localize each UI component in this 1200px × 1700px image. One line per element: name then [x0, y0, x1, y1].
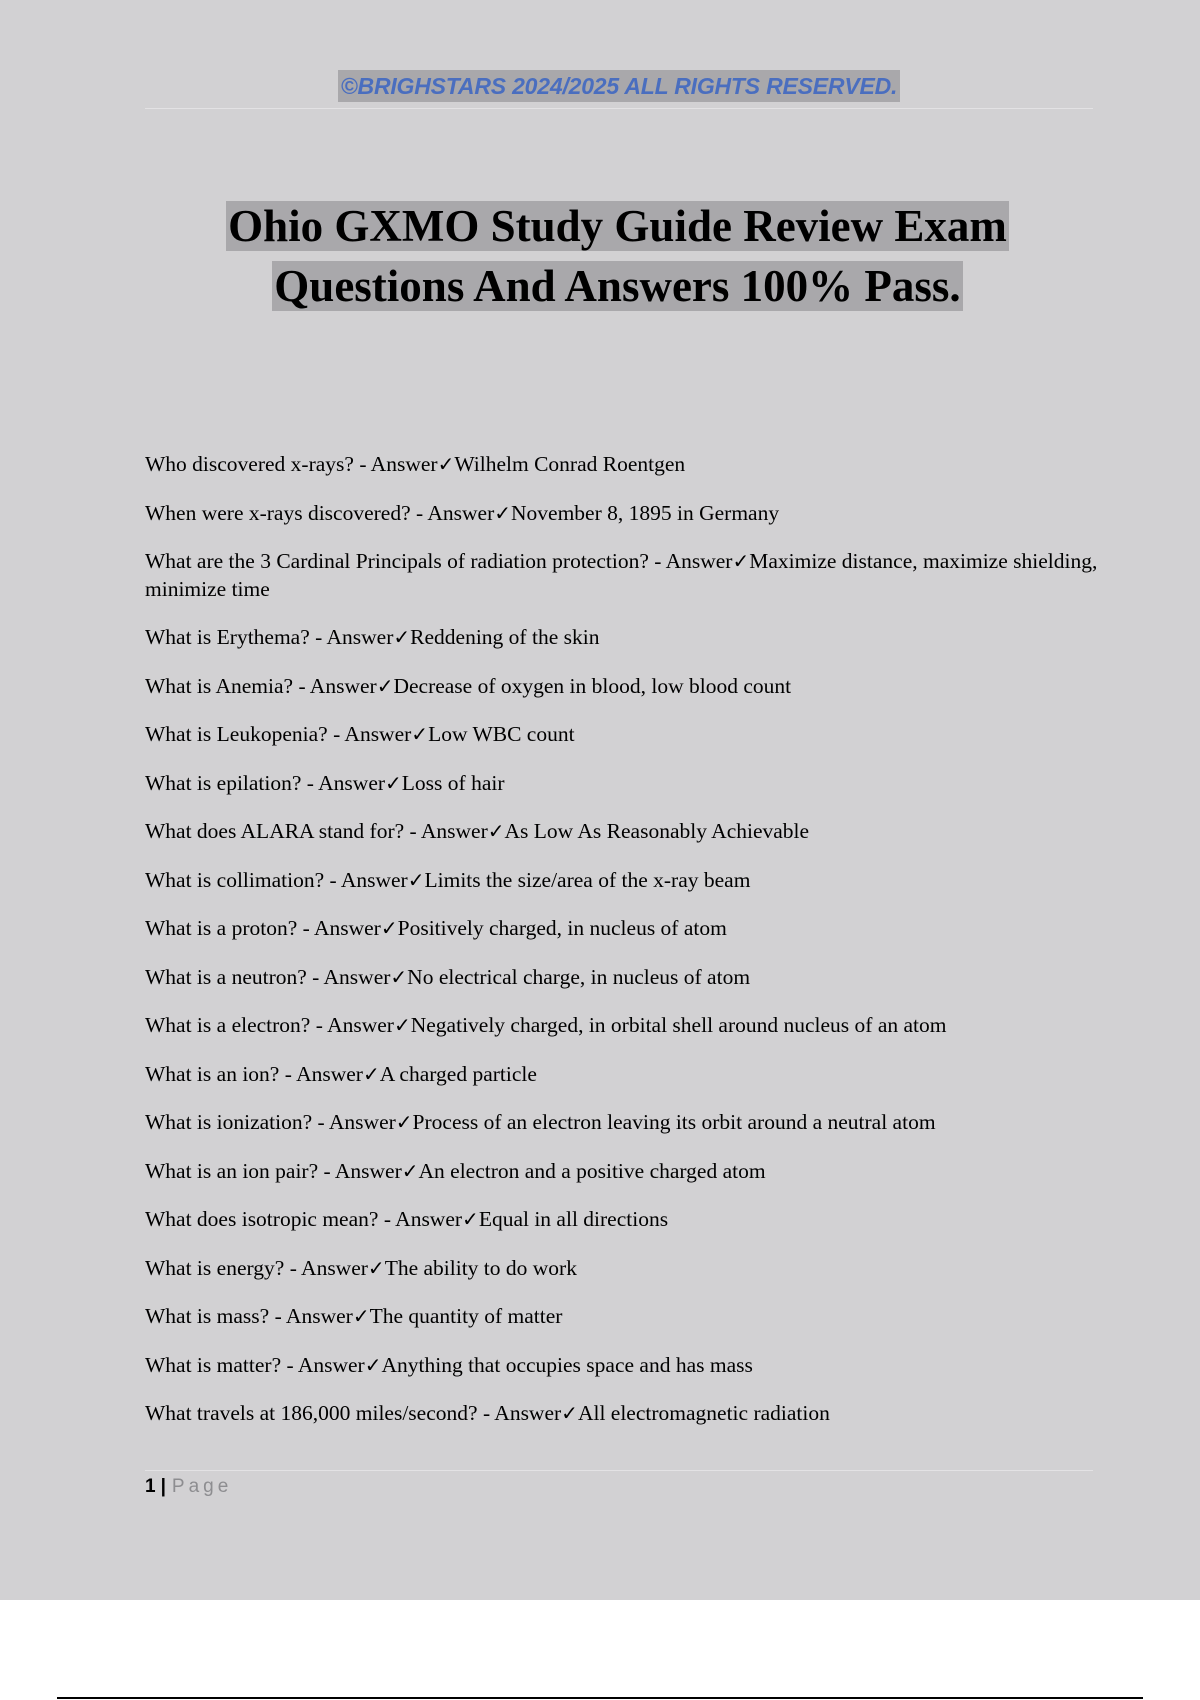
checkmark-icon: ✓	[385, 770, 402, 795]
qa-item	[145, 914, 1105, 942]
answer-text: Process of an electron leaving its orbit around a neutral atom	[412, 1110, 936, 1134]
title-line-1: Ohio GXMO Study Guide Review Exam	[228, 201, 1007, 251]
answer-label: - Answer	[279, 1061, 363, 1086]
answer-text: As Low As Reasonably Achievable	[504, 819, 810, 843]
checkmark-icon: ✓	[376, 673, 394, 698]
checkmark-icon: ✓	[393, 1013, 411, 1037]
qa-item	[145, 1108, 1105, 1136]
checkmark-icon: ✓	[380, 916, 398, 940]
qa-item	[145, 817, 1105, 845]
page-header	[145, 70, 1093, 102]
question-text: What is a proton?	[145, 916, 298, 940]
document-title	[100, 196, 1135, 316]
answer-text: Decrease of oxygen in blood, low blood count	[393, 673, 792, 698]
page-footer	[145, 1473, 232, 1501]
question-text: What is energy?	[145, 1255, 285, 1280]
question-text: What is an ion?	[145, 1061, 280, 1086]
qa-item	[145, 623, 1105, 651]
checkmark-icon: ✓	[367, 1255, 385, 1280]
qa-item	[145, 499, 1105, 527]
footer-separator: |	[160, 1476, 166, 1497]
answer-text: No electrical charge, in nucleus of atom	[407, 964, 751, 989]
question-text: What is ionization?	[145, 1110, 313, 1134]
question-text: What is matter?	[145, 1352, 282, 1377]
question-text: What is collimation?	[145, 867, 325, 892]
question-text: When were x-rays discovered?	[145, 500, 411, 525]
checkmark-icon: ✓	[362, 1061, 380, 1086]
question-text: What does isotropic mean?	[145, 1207, 379, 1231]
checkmark-icon: ✓	[401, 1158, 419, 1183]
answer-label: - Answer	[327, 722, 412, 746]
qa-list	[145, 450, 1105, 1448]
answer-text: An electron and a positive charged atom	[418, 1158, 766, 1183]
checkmark-icon: ✓	[561, 1401, 578, 1425]
checkmark-icon: ✓	[732, 549, 750, 573]
question-text: What are the 3 Cardinal Principals of radiation protection?	[145, 549, 649, 573]
question-text: What is mass?	[145, 1304, 270, 1328]
answer-label: - Answer	[324, 867, 408, 892]
answer-text: Low WBC count	[428, 722, 575, 746]
qa-item	[145, 1060, 1105, 1088]
header-divider	[145, 108, 1093, 109]
answer-text: Maximize distance, maximize shielding, minimize time	[145, 549, 1098, 601]
qa-item	[145, 1351, 1105, 1379]
answer-label: - Answer	[404, 819, 488, 843]
page-number: 1	[145, 1476, 156, 1497]
checkmark-icon: ✓	[352, 1304, 370, 1328]
qa-item	[145, 963, 1105, 991]
question-text: What is Leukopenia?	[145, 722, 328, 746]
qa-item	[145, 866, 1105, 894]
checkmark-icon: ✓	[407, 867, 425, 892]
answer-text: Reddening of the skin	[410, 625, 600, 649]
footer-divider	[145, 1470, 1093, 1471]
answer-label: - Answer	[312, 1110, 396, 1134]
answer-label: - Answer	[293, 673, 377, 698]
answer-text: Positively charged, in nucleus of atom	[397, 916, 727, 940]
answer-label: - Answer	[477, 1401, 562, 1425]
question-text: What travels at 186,000 miles/second?	[145, 1401, 478, 1425]
qa-item	[145, 1254, 1105, 1282]
answer-label: - Answer	[309, 625, 394, 649]
answer-label: - Answer	[353, 452, 438, 476]
qa-item	[145, 1157, 1105, 1185]
qa-item	[145, 1302, 1105, 1330]
answer-label: - Answer	[281, 1352, 365, 1377]
checkmark-icon: ✓	[411, 722, 429, 746]
answer-label: - Answer	[297, 916, 381, 940]
checkmark-icon: ✓	[395, 1110, 413, 1134]
answer-label: - Answer	[284, 1255, 368, 1280]
answer-text: Equal in all directions	[478, 1207, 669, 1231]
qa-item	[145, 1011, 1105, 1039]
title-line-2: Questions And Answers 100% Pass.	[274, 261, 961, 311]
question-text: What is epilation?	[145, 770, 302, 795]
answer-text: The quantity of matter	[369, 1304, 563, 1328]
copyright-notice: ©BRIGHSTARS 2024/2025 ALL RIGHTS RESERVED.	[338, 70, 900, 102]
answer-label: - Answer	[410, 500, 495, 525]
answer-text: Limits the size/area of the x-ray beam	[424, 867, 751, 892]
qa-item	[145, 1205, 1105, 1233]
checkmark-icon: ✓	[390, 964, 408, 989]
bottom-rule	[57, 1697, 1143, 1699]
answer-label: - Answer	[269, 1304, 353, 1328]
checkmark-icon: ✓	[364, 1352, 382, 1377]
answer-text: A charged particle	[379, 1061, 537, 1086]
answer-label: - Answer	[648, 549, 733, 573]
qa-item	[145, 450, 1105, 478]
answer-text: November 8, 1895 in Germany	[511, 500, 780, 525]
checkmark-icon: ✓	[494, 500, 512, 525]
question-text: What is Anemia?	[145, 673, 294, 698]
qa-item	[145, 672, 1105, 700]
answer-text: Wilhelm Conrad Roentgen	[454, 452, 686, 476]
answer-text: All electromagnetic radiation	[577, 1401, 830, 1425]
answer-text: Loss of hair	[401, 770, 505, 795]
qa-item	[145, 547, 1105, 603]
answer-label: - Answer	[310, 1013, 394, 1037]
answer-label: - Answer	[301, 770, 386, 795]
answer-text: Anything that occupies space and has mass	[381, 1352, 753, 1377]
checkmark-icon: ✓	[393, 625, 411, 649]
checkmark-icon: ✓	[487, 819, 505, 843]
qa-item	[145, 720, 1105, 748]
checkmark-icon: ✓	[462, 1207, 479, 1231]
question-text: Who discovered x-rays?	[145, 452, 354, 476]
answer-text: Negatively charged, in orbital shell around nucleus of an atom	[410, 1013, 947, 1037]
answer-label: - Answer	[378, 1207, 463, 1231]
checkmark-icon: ✓	[437, 452, 455, 476]
question-text: What does ALARA stand for?	[145, 819, 405, 843]
question-text: What is a electron?	[145, 1013, 311, 1037]
question-text: What is Erythema?	[145, 625, 310, 649]
qa-item	[145, 1399, 1105, 1427]
answer-text: The ability to do work	[384, 1255, 577, 1280]
question-text: What is a neutron?	[145, 964, 307, 989]
question-text: What is an ion pair?	[145, 1158, 319, 1183]
answer-label: - Answer	[306, 964, 391, 989]
qa-item	[145, 769, 1105, 797]
answer-label: - Answer	[318, 1158, 402, 1183]
page-label: Page	[171, 1476, 233, 1497]
